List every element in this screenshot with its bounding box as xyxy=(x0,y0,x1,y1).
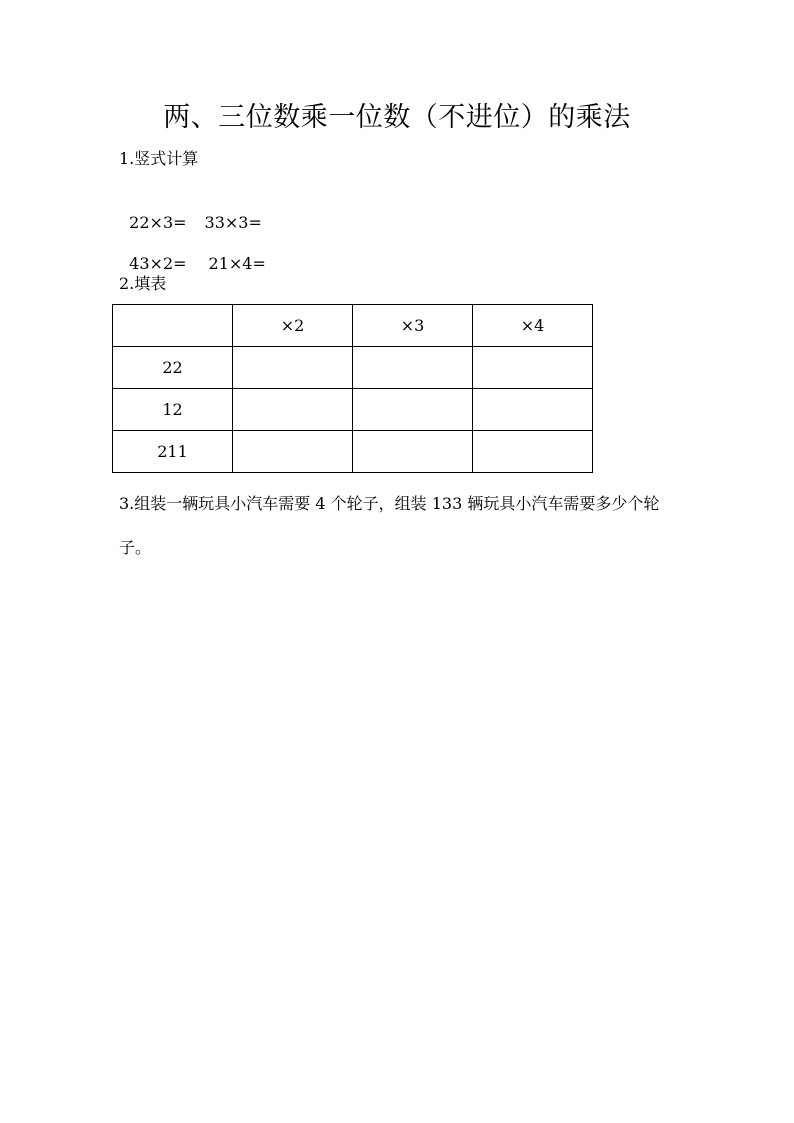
table-header-cell: ×4 xyxy=(473,305,593,347)
section-2-heading: 2.填表 xyxy=(119,274,167,293)
fill-in-table xyxy=(112,304,593,473)
equation: 43×2= xyxy=(129,254,187,273)
answer-cell[interactable] xyxy=(353,431,473,473)
table-header-cell: ×3 xyxy=(353,305,473,347)
equation-row-2 xyxy=(119,231,266,275)
answer-cell[interactable] xyxy=(353,389,473,431)
answer-cell[interactable] xyxy=(473,347,593,389)
page-title: 两、三位数乘一位数（不进位）的乘法 xyxy=(163,102,631,133)
table-row xyxy=(113,389,593,431)
word-problem: 3.组装一辆玩具小汽车需要 4 个轮子，组装 133 辆玩具小汽车需要多少个轮子。 xyxy=(119,494,660,557)
table-header-row xyxy=(113,305,593,347)
table-header-cell: ×2 xyxy=(233,305,353,347)
answer-cell[interactable] xyxy=(353,347,473,389)
section-1-heading: 1.竖式计算 xyxy=(119,149,199,168)
table-row xyxy=(113,431,593,473)
table-row-label: 22 xyxy=(113,347,233,389)
equation: 21×4= xyxy=(208,254,266,273)
answer-cell[interactable] xyxy=(233,389,353,431)
table-row-label: 12 xyxy=(113,389,233,431)
answer-cell[interactable] xyxy=(473,431,593,473)
equation: 33×3= xyxy=(204,213,262,232)
table-row xyxy=(113,347,593,389)
equation-row-1 xyxy=(119,190,262,234)
answer-cell[interactable] xyxy=(233,347,353,389)
equation: 22×3= xyxy=(129,213,187,232)
table-row-label: 211 xyxy=(113,431,233,473)
answer-cell[interactable] xyxy=(233,431,353,473)
answer-cell[interactable] xyxy=(473,389,593,431)
table-header-cell xyxy=(113,305,233,347)
